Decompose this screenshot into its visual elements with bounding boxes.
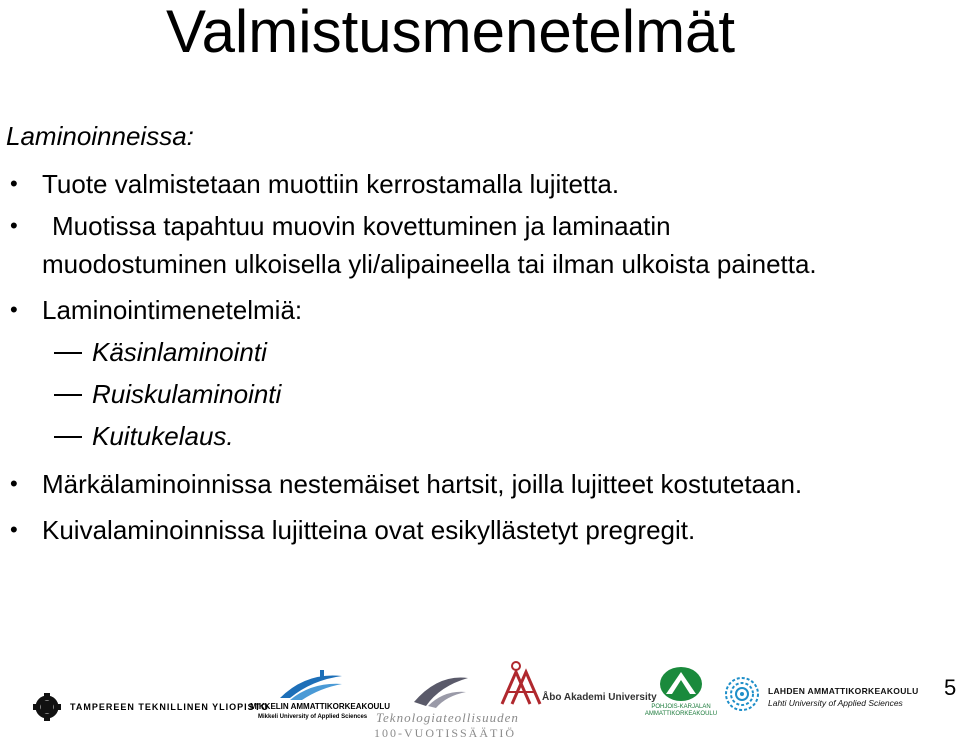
sub-item: Käsinlaminointi [92, 337, 267, 367]
bullet-marker: • [10, 471, 18, 496]
tty-name: TAMPEREEN TEKNILLINEN YLIOPISTO [70, 702, 270, 712]
bullet-marker: • [10, 297, 18, 322]
lahti-name: LAHDEN AMMATTIKORKEAKOULU [768, 686, 919, 696]
abo-name: Åbo Akademi University [542, 692, 657, 703]
dash-marker [54, 394, 82, 396]
bullet-marker: • [10, 171, 18, 196]
abo-a-icon [498, 660, 542, 706]
lahti-subname: Lahti University of Applied Sciences [768, 698, 903, 708]
bullet-marker: • [10, 213, 18, 238]
intro-text: Laminoinneissa: [6, 121, 194, 151]
bullet-text: Kuivalaminoinnissa lujitteina ovat esikyllästetyt pregregit. [42, 515, 696, 545]
page-number: 5 [944, 675, 957, 700]
sub-item: Ruiskulaminointi [92, 379, 282, 409]
bullet-text-continuation: muodostuminen ulkoisella yli/alipaineella tai ilman ulkoista painetta. [42, 249, 817, 279]
bullet-text: Märkälaminoinnissa nestemäiset hartsit, joilla lujitteet kostutetaan. [42, 469, 803, 499]
gear-icon [32, 692, 62, 722]
sub-item: Kuitukelaus. [92, 421, 234, 451]
teknologia-name: Teknologiateollisuuden [376, 710, 519, 725]
spiral-icon [724, 676, 760, 712]
bullet-text: Muotissa tapahtuu muovin kovettuminen ja laminaatin [52, 211, 671, 241]
dash-marker [54, 436, 82, 438]
bullet-marker: • [10, 517, 18, 542]
slide-title: Valmistusmenetelmät [166, 0, 736, 65]
bullet-text: Laminointimenetelmiä: [42, 295, 303, 325]
mamk-name: MIKKELIN AMMATTIKORKEAKOULU [250, 702, 390, 711]
pk-emblem-icon [658, 666, 704, 702]
wave-icon [276, 668, 346, 702]
bird-icon [410, 672, 470, 710]
dash-marker [54, 352, 82, 354]
pk-name: POHJOIS-KARJALAN [651, 704, 711, 710]
bullet-text: Tuote valmistetaan muottiin kerrostamalla lujitetta. [42, 169, 620, 199]
teknologia-subname: 100-VUOTISSÄÄTIÖ [374, 726, 516, 740]
pk-subname: AMMATTIKORKEAKOULU [644, 711, 718, 717]
mamk-subname: Mikkeli University of Applied Sciences [258, 714, 368, 720]
